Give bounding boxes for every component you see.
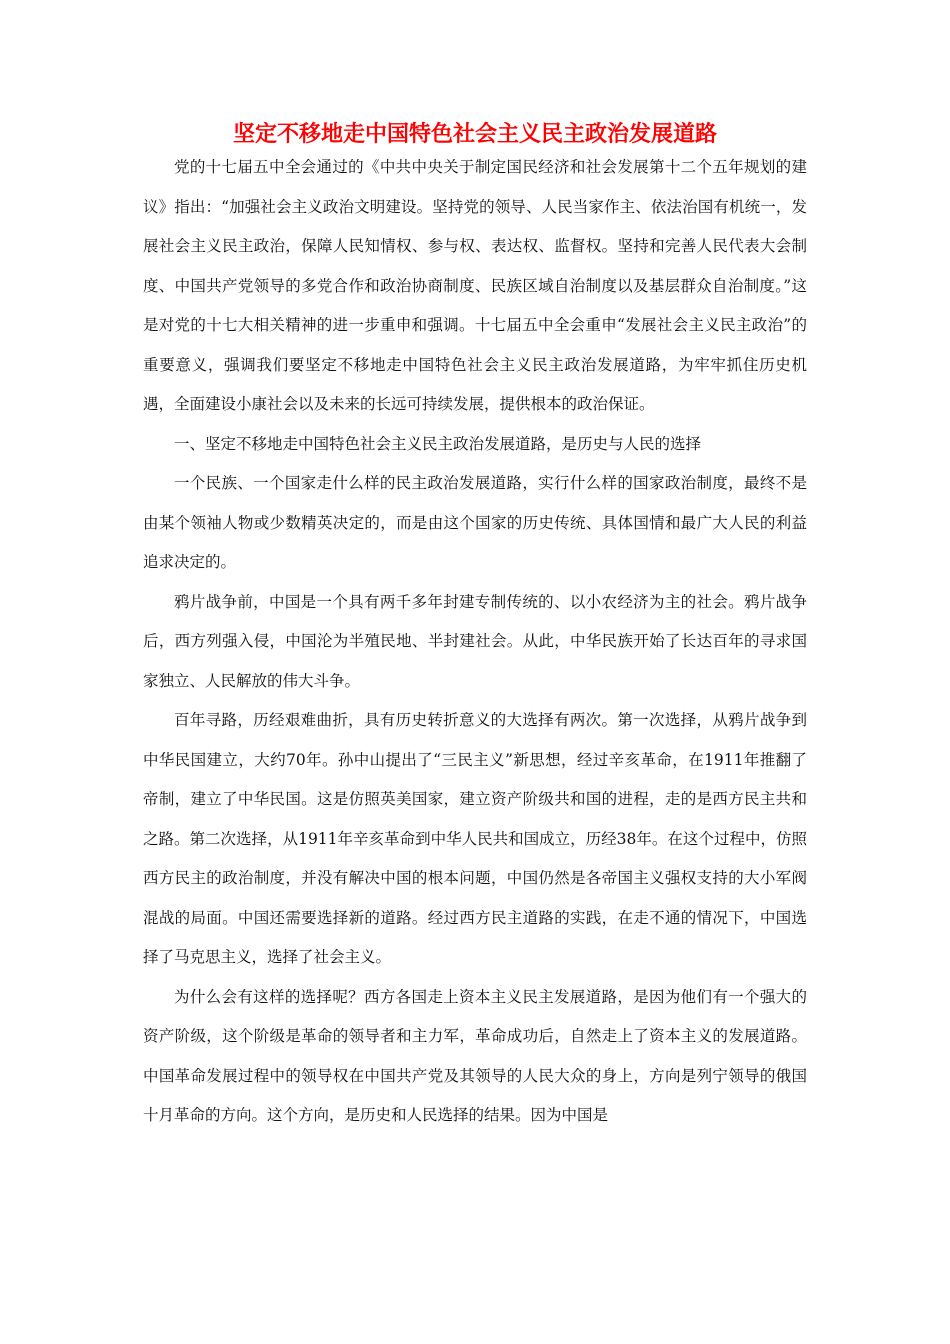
paragraph: 一个民族、一个国家走什么样的民主政治发展道路，实行什么样的国家政治制度，最终不是由某个领袖人物或少数精英决定的，而是由这个国家的历史传统、具体国情和最广大人民的利益追求决定的。	[143, 474, 807, 571]
document-title: 坚定不移地走中国特色社会主义民主政治发展道路	[232, 121, 717, 147]
paragraph: 百年寻路，历经艰难曲折，具有历史转折意义的大选择有两次。第一次选择，从鸦片战争到中华民国建立，大约70年。孙中山提出了“三民主义”新思想，经过辛亥革命，在1911年推翻了帝制，建立了中华民国。这是仿照英美国家，建立资产阶级共和国的进程，走的是西方民主共和之路。第二次选择，从1911年辛亥革命到中华人民共和国成立，历经38年。在这个过程中，仿照西方民主的政治制度，并没有解决中国的根本问题，中国仍然是各帝国主义强权支持的大小军阀混战的局面。中国还需要选择新的道路。经过西方民主道路的实践，在走不通的情况下，中国选择了马克思主义，选择了社会主义。	[143, 711, 807, 966]
section-heading: 一、坚定不移地走中国特色社会主义民主政治发展道路，是历史与人民的选择	[174, 434, 702, 453]
paragraph-intro: 党的十七届五中全会通过的《中共中央关于制定国民经济和社会发展第十二个五年规划的建议》指出：“加强社会主义政治文明建设。坚持党的领导、人民当家作主、依法治国有机统一，发展社会主义民主政治，保障人民知情权、参与权、表达权、监督权。坚持和完善人民代表大会制度、中国共产党领导的多党合作和政治协商制度、民族区域自治制度以及基层群众自治制度。”这是对党的十七大相关精神的进一步重申和强调。十七届五中全会重申“发展社会主义民主政治”的重要意义，强调我们要坚定不移地走中国特色社会主义民主政治发展道路，为牢牢抓住历史机遇，全面建设小康社会以及未来的长远可持续发展，提供根本的政治保证。	[143, 158, 807, 413]
document-body	[143, 148, 807, 1136]
paragraph: 鸦片战争前，中国是一个具有两千多年封建专制传统的、以小农经济为主的社会。鸦片战争后，西方列强入侵，中国沦为半殖民地、半封建社会。从此，中华民族开始了长达百年的寻求国家独立、人民解放的伟大斗争。	[143, 592, 807, 690]
paragraph: 为什么会有这样的选择呢？西方各国走上资本主义民主发展道路，是因为他们有一个强大的资产阶级，这个阶级是革命的领导者和主力军，革命成功后，自然走上了资本主义的发展道路。中国革命发展过程中的领导权在中国共产党及其领导的人民大众的身上，方向是列宁领导的俄国十月革命的方向。这个方向，是历史和人民选择的结果。因为中国是	[143, 987, 807, 1124]
